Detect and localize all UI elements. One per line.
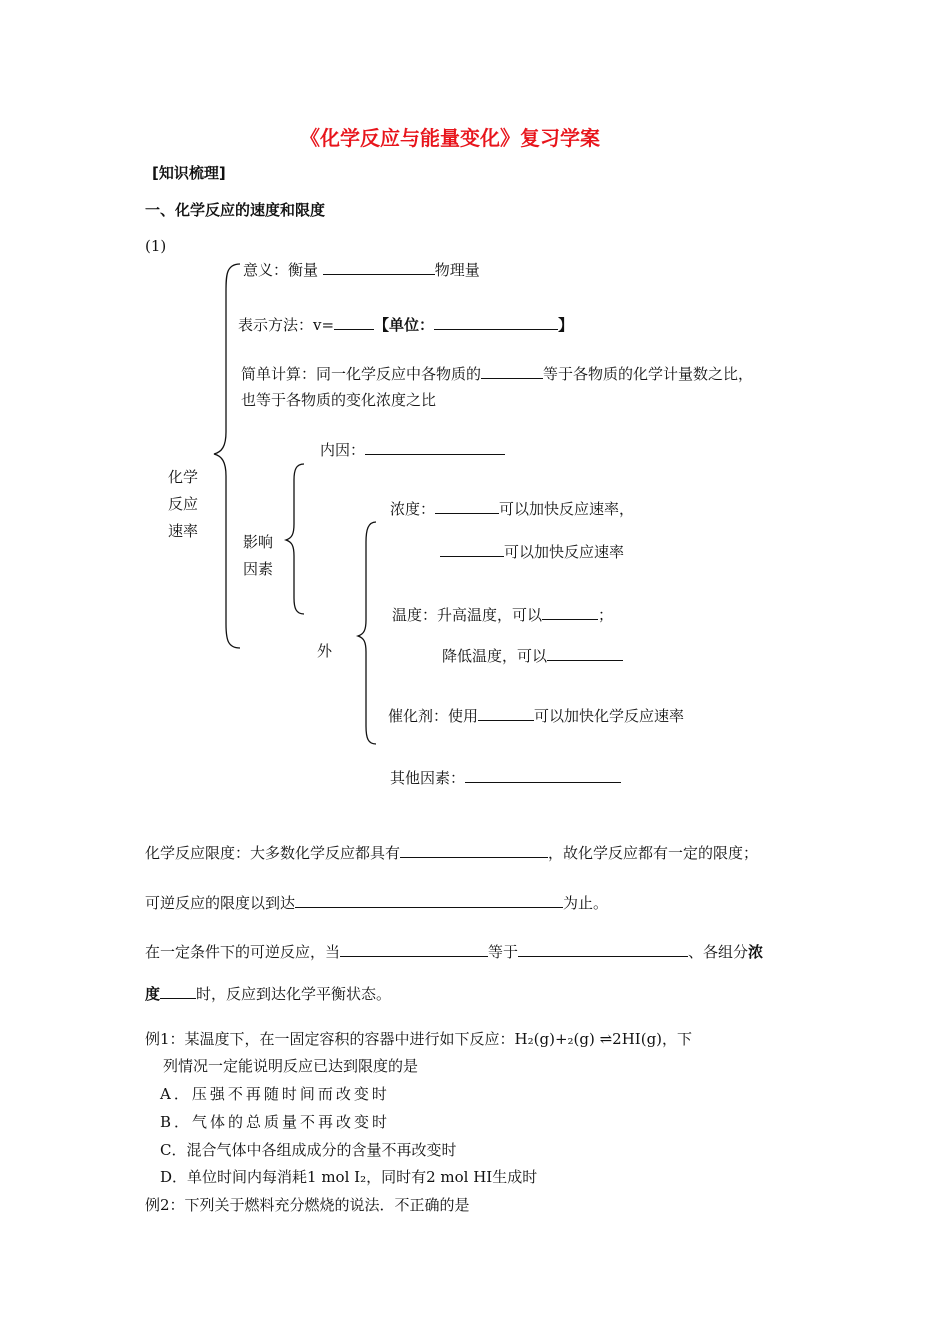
- meaning-blank[interactable]: [323, 259, 435, 275]
- limit-line1: [145, 842, 758, 863]
- limit-line2-suffix: 为止。: [563, 894, 609, 912]
- limit-line3-suffix: 、各组分: [688, 943, 749, 961]
- example1-stem-line2: 列情况一定能说明反应已达到限度的是: [163, 1057, 419, 1075]
- page-title: 《化学反应与能量变化》复习学案: [300, 126, 600, 150]
- meaning-prefix: 意义：衡量: [243, 261, 319, 279]
- limit-line4-bold: 度: [145, 985, 161, 1003]
- catalyst-suffix: 可以加快化学反应速率: [534, 707, 685, 725]
- temperature-blank1[interactable]: [542, 604, 598, 620]
- expression-blank[interactable]: [334, 314, 374, 330]
- unit-open: 【单位：: [374, 316, 435, 334]
- influence-label-line2: 因素: [243, 560, 274, 578]
- concentration-suffix1: 可以加快反应速率，: [499, 500, 635, 518]
- limit-blank1[interactable]: [400, 842, 548, 858]
- section-heading: 一、化学反应的速度和限度: [145, 201, 326, 219]
- rate-label-line3: 速率: [168, 522, 199, 540]
- section-header: [知识梳理]: [152, 164, 226, 182]
- unit-blank[interactable]: [434, 314, 558, 330]
- expression-prefix: 表示方法：v=: [238, 316, 335, 334]
- limit-blank4[interactable]: [518, 941, 688, 957]
- external-brace: [356, 520, 378, 748]
- temperature-label: 温度：升高温度，可以: [392, 606, 543, 624]
- internal-line: [320, 439, 505, 460]
- calculation-line2: 也等于各物质的变化浓度之比: [241, 391, 437, 409]
- temperature-blank2[interactable]: [547, 645, 623, 661]
- concentration-label: 浓度：: [390, 500, 436, 518]
- limit-line1-prefix: 化学反应限度：大多数化学反应都具有: [145, 844, 401, 862]
- temperature-semicolon: ；: [598, 606, 614, 624]
- limit-line3-prefix: 在一定条件下的可逆反应，当: [145, 943, 341, 961]
- influence-brace: [284, 462, 306, 616]
- temperature-line1: [392, 604, 613, 625]
- limit-line4-suffix: 时，反应到达化学平衡状态。: [196, 985, 392, 1003]
- meaning-line: [243, 259, 480, 280]
- catalyst-blank[interactable]: [478, 705, 534, 721]
- concentration-suffix2: 可以加快反应速率: [504, 543, 625, 561]
- catalyst-prefix: 催化剂：使用: [388, 707, 479, 725]
- temperature-line2: [442, 645, 623, 666]
- temperature-lower: 降低温度，可以: [442, 647, 548, 665]
- concentration-blank1[interactable]: [435, 498, 499, 514]
- internal-blank[interactable]: [365, 439, 505, 455]
- influence-label-line1: 影响: [243, 533, 274, 551]
- concentration-line1: [390, 498, 634, 519]
- limit-line4: [145, 983, 391, 1004]
- rate-label-line2: 反应: [168, 495, 199, 513]
- limit-blank3[interactable]: [340, 941, 488, 957]
- limit-line3-mid: 等于: [488, 943, 519, 961]
- example1-option-c[interactable]: C．混合气体中各组成成分的含量不再改变时: [160, 1141, 457, 1159]
- limit-line1-suffix: ，故化学反应都有一定的限度；: [548, 844, 759, 862]
- limit-line3-bold: 浓: [748, 943, 764, 961]
- limit-line3: [145, 941, 763, 962]
- example1-option-d[interactable]: D．单位时间内每消耗1 mol I₂，同时有2 mol HI生成时: [160, 1168, 538, 1186]
- other-blank[interactable]: [465, 767, 621, 783]
- rate-label-line1: 化学: [168, 468, 199, 486]
- limit-line2-prefix: 可逆反应的限度以到达: [145, 894, 296, 912]
- limit-line2: [145, 892, 608, 913]
- example2-stem: 例2：下列关于燃料充分燃烧的说法．不正确的是: [145, 1196, 470, 1214]
- example1-option-b[interactable]: B．气体的总质量不再改变时: [160, 1113, 391, 1131]
- calculation-line1: [241, 363, 753, 384]
- unit-close: 】: [558, 316, 574, 334]
- concentration-line2: [440, 541, 624, 562]
- catalyst-line: [388, 705, 684, 726]
- meaning-suffix: 物理量: [434, 261, 480, 279]
- internal-label: 内因：: [320, 441, 366, 459]
- concentration-blank2[interactable]: [440, 541, 504, 557]
- other-label: 其他因素：: [390, 769, 466, 787]
- example1-option-a[interactable]: A．压强不再随时间而改变时: [160, 1085, 390, 1103]
- item-number: (1): [145, 237, 167, 255]
- calculation-suffix: 等于各物质的化学计量数之比，: [543, 365, 754, 383]
- other-line: [390, 767, 621, 788]
- expression-line: [238, 314, 573, 335]
- external-label: 外: [317, 642, 333, 660]
- limit-blank2[interactable]: [295, 892, 563, 908]
- example1-stem-line1: 例1：某温度下，在一固定容积的容器中进行如下反应：H₂(g)+₂(g) ⇌2HI(g)，下: [145, 1030, 693, 1048]
- limit-blank5[interactable]: [160, 983, 196, 999]
- calculation-prefix: 简单计算：同一化学反应中各物质的: [241, 365, 482, 383]
- calculation-blank[interactable]: [481, 363, 543, 379]
